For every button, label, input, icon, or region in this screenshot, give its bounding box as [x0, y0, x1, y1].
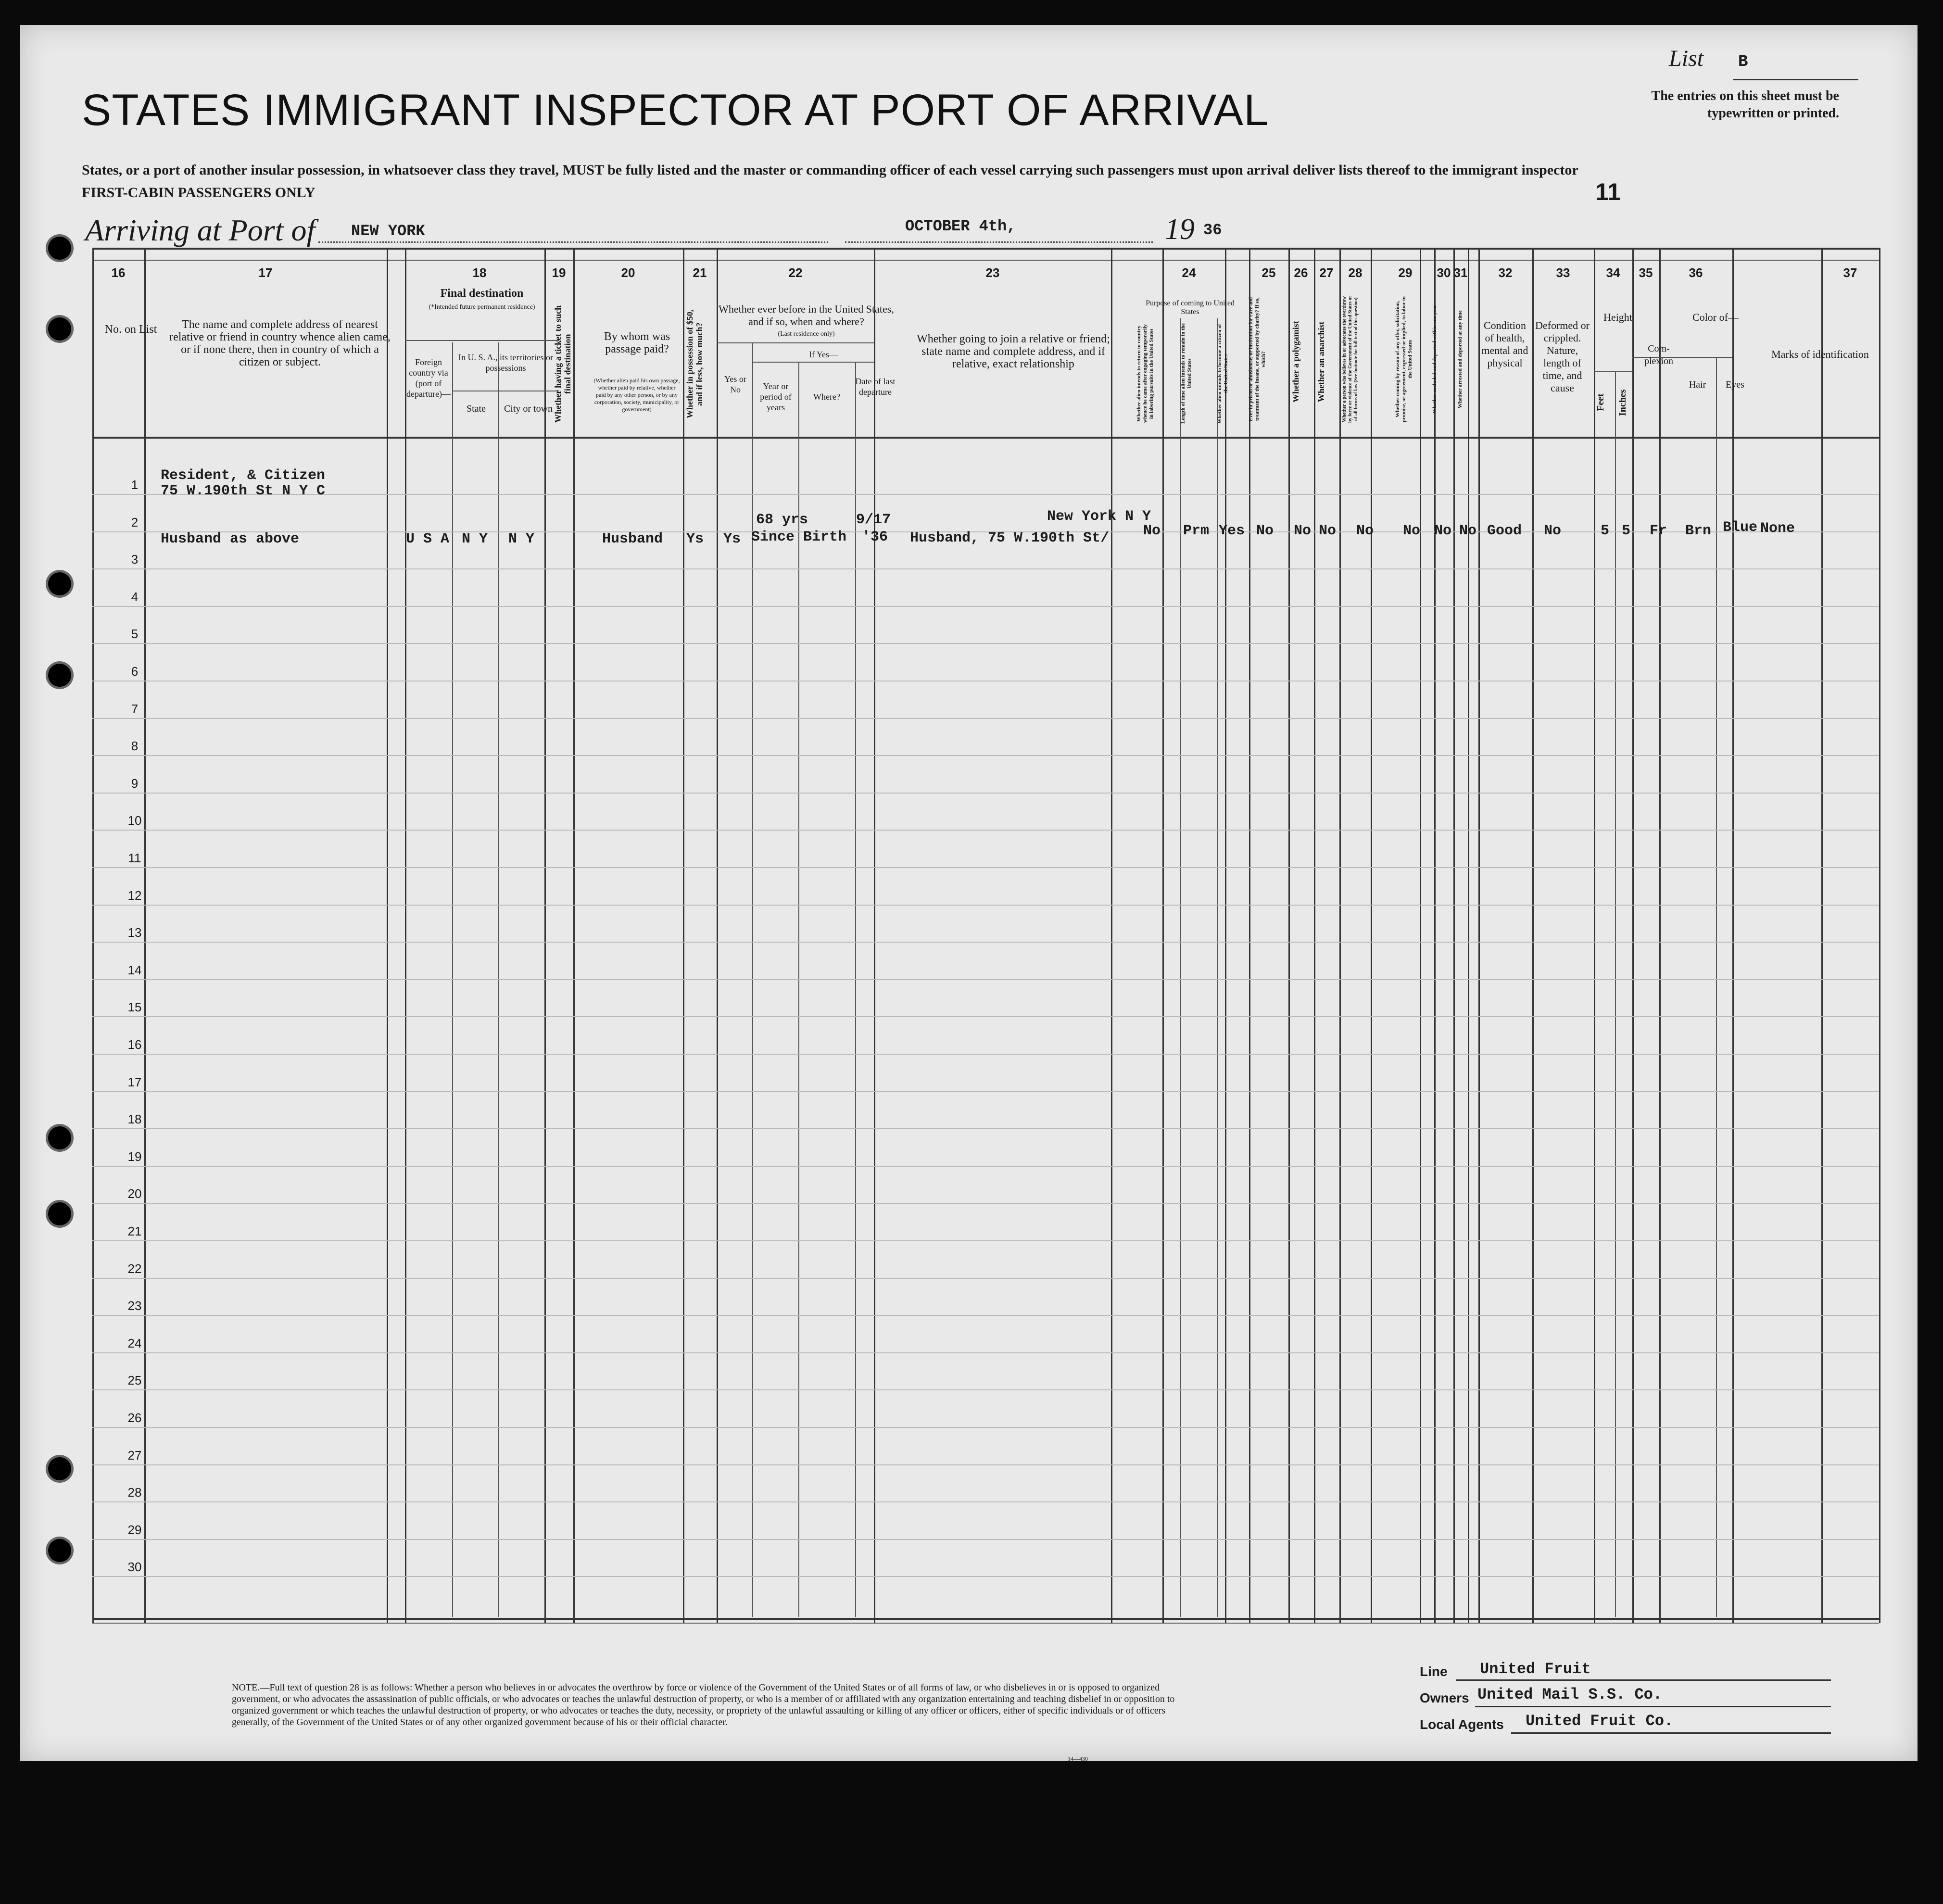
column-number: 34	[1606, 265, 1620, 280]
header-purpose-c: Whether alien intends to become a citizen of the United States	[1217, 324, 1229, 424]
row-number: 19	[127, 1149, 142, 1164]
row-number: 8	[131, 739, 139, 754]
header-sub-rule	[717, 342, 874, 343]
header-usa: In U. S. A., its territories or possessions	[458, 353, 553, 373]
list-label: List	[1669, 46, 1704, 71]
column-number: 18	[472, 265, 487, 280]
list-line	[1733, 79, 1858, 80]
binder-hole	[48, 1457, 71, 1480]
r2-purpose-b: Prm	[1183, 523, 1210, 539]
year-prefix: 19	[1165, 213, 1195, 246]
header-if-yes: If Yes—	[808, 350, 838, 359]
row-line	[92, 1203, 1879, 1204]
r2-inches: 5	[1622, 523, 1631, 539]
table-colnum-border	[92, 260, 1879, 261]
column-divider	[1434, 248, 1436, 1623]
column-divider	[1732, 248, 1734, 1623]
header-no-on-list: No. on List	[104, 323, 157, 336]
r2-years-a: 68 yrs	[756, 512, 808, 528]
column-divider	[874, 248, 875, 1623]
row-number: 18	[127, 1112, 142, 1127]
column-divider	[1314, 248, 1315, 1623]
column-divider	[387, 248, 388, 1623]
column-divider	[1249, 248, 1250, 1623]
row-line	[92, 1166, 1879, 1167]
column-number: 37	[1843, 265, 1857, 280]
row-number: 6	[131, 664, 139, 679]
column-divider	[1879, 248, 1880, 1623]
r2-relative: Husband as above	[161, 531, 300, 547]
column-divider	[717, 248, 718, 1623]
line-rule	[1456, 1679, 1831, 1681]
column-divider	[1225, 248, 1226, 1623]
row-line	[92, 979, 1879, 980]
column-divider	[1478, 248, 1480, 1623]
r2-deformed: No	[1544, 523, 1562, 539]
column-divider	[92, 248, 94, 1623]
binder-hole	[48, 664, 71, 687]
footnote: NOTE.—Full text of question 28 is as follows: Whether a person who believes in or advocates the overthrow by force or violence of the Government of the United States or of all forms of law, or who disbelieves in or is opposed to organized government, or who advocates the assassination of public officials, or who advocates or teaches the unlawful destruction of property, or who is a member of or affiliated with any organization entertaining and teaching disbelief in or opposition to organized government or which teaches the unlawful destruction of property, or who advocates or teaches the duty, necessity, or propriety of the unlawful assaulting or killing of any officer or officers, either of specific individuals or of officers generally, of the Government of the United States or of any other organized government because of his or their official character.	[232, 1682, 1175, 1727]
sub-column-divider	[1180, 318, 1181, 1617]
row-line	[92, 1016, 1879, 1017]
row-number: 9	[131, 776, 139, 791]
row-number: 17	[127, 1074, 142, 1089]
header-relative: The name and complete address of nearest relative or friend in country whence alien came, or if none there, then in country of which a citizen or subject.	[169, 318, 391, 368]
header-marks: Marks of identification	[1771, 348, 1869, 360]
row-number: 16	[127, 1037, 142, 1052]
header-height: Height	[1603, 311, 1632, 323]
header-yes-no: Yes or No	[724, 374, 746, 394]
table-bottom-border	[92, 1618, 1879, 1620]
subtitle: States, or a port of another insular possession, in whatsoever class they travel, MUST be fully listed and the master or commanding officer of each vessel carrying such passengers must upon arrival deliver lists thereof to the immigrant inspector	[82, 162, 1578, 178]
agents-label: Local Agents	[1420, 1717, 1504, 1732]
column-divider	[1111, 248, 1112, 1623]
r1-relative-b: 75 W.190th St N Y C	[161, 483, 326, 499]
arriving-label: Arriving at Port of	[85, 213, 315, 247]
r2-purpose-c: Yes	[1219, 523, 1245, 539]
column-number: 29	[1398, 265, 1413, 280]
row-line	[92, 867, 1879, 868]
r2-complexion: Fr	[1650, 523, 1667, 539]
r2-polygamist: No	[1294, 523, 1312, 539]
row-number: 3	[131, 552, 139, 567]
header-complexion: Com-plexion	[1644, 343, 1673, 366]
entries-notice: The entries on this sheet must be typewritten or printed.	[1651, 88, 1839, 121]
r2-has-50: Ys	[686, 531, 704, 547]
owners-label: Owners	[1420, 1690, 1469, 1705]
row-line	[92, 1539, 1879, 1540]
row-number: 11	[128, 851, 141, 865]
row-line	[92, 1054, 1879, 1055]
header-ticket: Whether having a ticket to such final destination	[553, 305, 572, 423]
r2-join-a: New York N Y	[1047, 508, 1151, 525]
column-divider	[573, 248, 575, 1623]
column-divider	[1659, 248, 1661, 1623]
header-foreign-country: Foreign country via (port of departure)—	[406, 357, 451, 399]
year-suffix: 36	[1203, 221, 1222, 239]
row-number: 24	[127, 1336, 142, 1350]
header-sub-rule	[405, 340, 559, 341]
header-purpose-a: Whether alien intends to return to country whence he came after engaging temporarily in laboring pursuits in the United States	[1136, 324, 1154, 423]
owners-value: United Mail S.S. Co.	[1477, 1686, 1663, 1703]
header-sub-rule	[1594, 371, 1632, 372]
column-divider	[1371, 248, 1372, 1623]
header-hair: Hair	[1689, 379, 1706, 390]
port-value: NEW YORK	[351, 222, 425, 240]
line-value: United Fruit	[1480, 1660, 1591, 1678]
sheet-number: 11	[1595, 178, 1621, 205]
column-number: 19	[552, 265, 566, 280]
binder-hole	[48, 237, 71, 260]
row-line	[92, 643, 1879, 644]
sub-column-divider	[1217, 318, 1218, 1617]
header-q29: Whether coming by reason of any offer, solicitation, promise, or agreement, expressed or implied, to labor in the United States	[1395, 296, 1413, 422]
r2-years-b: Since Birth	[751, 529, 847, 545]
column-divider	[405, 248, 406, 1623]
agents-value: United Fruit Co.	[1526, 1712, 1674, 1730]
r2-foreign: U S A	[406, 531, 450, 547]
sub-column-divider	[1615, 371, 1616, 1617]
header-ever-before: Whether ever before in the United States, and if so, when and where?	[719, 303, 894, 328]
header-purpose: Purpose of coming to United States	[1146, 299, 1235, 316]
table-header-border	[92, 437, 1879, 439]
header-fifty-dollars: Whether in possession of $50, and if less, how much?	[685, 309, 704, 419]
row-line	[92, 830, 1879, 831]
row-number: 15	[127, 1000, 142, 1015]
row-number: 22	[127, 1261, 142, 1276]
row-line	[92, 1576, 1879, 1577]
column-number: 25	[1262, 265, 1276, 280]
r2-marks: None	[1760, 520, 1795, 537]
date-line	[845, 241, 1153, 243]
row-number: 29	[127, 1522, 142, 1537]
header-q31: Whether arrested and deported at any time	[1457, 310, 1463, 408]
list-value: B	[1738, 53, 1748, 71]
header-color-of: Color of—	[1692, 311, 1739, 323]
header-q30: Whether excluded and deported within one year	[1432, 304, 1438, 414]
table-top-border	[92, 248, 1879, 250]
header-feet: Feet	[1595, 393, 1606, 412]
header-passage-note: (Whether alien paid his own passage, whether paid by relative, whether paid by any other person, or by any corporation, society, municipality, or government)	[593, 377, 680, 413]
sub-column-divider	[1716, 357, 1717, 1617]
row-number: 26	[127, 1411, 142, 1425]
row-line	[92, 1240, 1879, 1241]
row-line	[92, 1128, 1879, 1129]
header-deformed: Deformed or crippled. Nature, length of time, and cause	[1535, 319, 1590, 394]
r2-feet: 5	[1601, 523, 1610, 539]
header-prison: Ever in prison or almshouse, or institution for care and treatment of the insane, or supported by charity? If so, which?	[1248, 297, 1266, 422]
column-number: 22	[788, 265, 803, 280]
header-year-period: Year or period of years	[760, 381, 792, 412]
header-join-relative: Whether going to join a relative or friend; state name and complete address, and if relative, exact relationship	[917, 333, 1110, 370]
row-line	[92, 718, 1879, 719]
r2-eyes: Blue	[1723, 519, 1758, 536]
column-divider	[683, 248, 684, 1623]
row-number: 12	[127, 888, 142, 903]
r2-hair: Brn	[1685, 523, 1712, 539]
column-number: 26	[1294, 265, 1308, 280]
header-passage-paid: By whom was passage paid?	[604, 330, 670, 355]
row-line	[92, 1278, 1879, 1279]
column-divider	[1594, 248, 1595, 1623]
header-city: City or town	[504, 403, 553, 414]
row-number: 25	[127, 1373, 142, 1388]
row-line	[92, 568, 1879, 569]
r2-ever-before: Ys	[723, 531, 741, 547]
row-number: 10	[127, 813, 142, 828]
row-line	[92, 1091, 1879, 1092]
column-divider	[1821, 248, 1823, 1623]
row-number: 5	[131, 627, 139, 642]
r2-prison: No	[1256, 523, 1274, 539]
row-number: 23	[127, 1299, 142, 1313]
date-value: OCTOBER 4th,	[905, 217, 1016, 235]
column-number: 16	[111, 265, 126, 280]
column-divider	[1453, 248, 1455, 1623]
binder-hole	[48, 317, 71, 340]
row-number: 4	[131, 589, 139, 604]
r2-anarchist: No	[1319, 523, 1337, 539]
header-eyes: Eyes	[1726, 379, 1744, 390]
header-final-note: (*Intended future permanent residence)	[429, 303, 535, 311]
row-number: 14	[127, 962, 142, 977]
row-line	[92, 1389, 1879, 1390]
r2-health: Good	[1487, 523, 1522, 539]
header-date-departure: Date of last departure	[855, 377, 896, 397]
sub-column-divider	[855, 362, 856, 1617]
header-where: Where?	[813, 392, 840, 402]
r1-relative-a: Resident, & Citizen	[161, 467, 326, 484]
row-number: 28	[127, 1485, 142, 1500]
column-number: 21	[693, 265, 707, 280]
r2-departure-a: 9/17	[856, 512, 891, 528]
header-polygamist: Whether a polygamist	[1291, 321, 1300, 403]
column-number: 35	[1639, 265, 1653, 280]
column-divider	[1468, 248, 1469, 1623]
r2-paid-by: Husband	[602, 531, 663, 547]
header-q28: Whether a person who believes in or advocates the overthrow by force or violence of the Government of the United States or of all forms of law (See footnote for full text of this question)	[1342, 295, 1359, 423]
header-ever-before-note: (Last residence only)	[778, 330, 835, 338]
port-line	[318, 241, 828, 243]
row-line	[92, 1315, 1879, 1316]
binder-hole	[48, 1126, 71, 1149]
row-number: 13	[127, 925, 142, 940]
row-number: 27	[127, 1448, 142, 1463]
header-inches: Inches	[1617, 389, 1628, 416]
cabin-class: FIRST-CABIN PASSENGERS ONLY	[82, 185, 315, 201]
row-line	[92, 905, 1879, 906]
row-line	[92, 793, 1879, 794]
row-line	[92, 606, 1879, 607]
column-divider	[544, 248, 546, 1623]
binder-hole	[48, 572, 71, 595]
line-label: Line	[1420, 1664, 1448, 1679]
column-divider	[1162, 248, 1164, 1623]
header-state: State	[467, 403, 486, 414]
column-number: 20	[621, 265, 635, 280]
header-health: Condition of health, mental and physical	[1481, 319, 1528, 369]
column-divider	[1532, 248, 1534, 1623]
column-number: 33	[1556, 265, 1570, 280]
r2-join-b: Husband, 75 W.190th St/	[910, 530, 1110, 546]
r2-state: N Y	[462, 531, 488, 547]
column-divider	[1420, 248, 1421, 1623]
column-number: 27	[1319, 265, 1334, 280]
header-anarchist: Whether an anarchist	[1316, 321, 1326, 402]
agents-rule	[1511, 1732, 1831, 1734]
page-title: STATES IMMIGRANT INSPECTOR AT PORT OF ARRIVAL	[82, 86, 1269, 135]
column-number: 24	[1182, 265, 1196, 280]
header-purpose-b: Length of time alien intends to remain in the United States	[1180, 323, 1192, 424]
row-line	[92, 755, 1879, 756]
r2-q28: No	[1356, 523, 1374, 539]
row-number: 21	[127, 1224, 142, 1238]
column-divider	[1339, 248, 1341, 1623]
column-number: 36	[1689, 265, 1703, 280]
column-divider	[1632, 248, 1634, 1623]
column-number: 28	[1348, 265, 1363, 280]
header-sub-rule	[752, 362, 874, 363]
row-number: 1	[131, 478, 139, 492]
column-number: 30	[1437, 265, 1451, 280]
form-number: 14—430	[1068, 1755, 1088, 1762]
header-final-destination: Final destination	[440, 287, 524, 300]
r2-q29: No	[1403, 523, 1421, 539]
r2-city: N Y	[508, 531, 535, 547]
row-line	[92, 1501, 1879, 1502]
r2-departure-b: '36	[862, 529, 888, 545]
binder-hole	[48, 1539, 71, 1562]
row-number: 30	[127, 1560, 142, 1575]
row-number: 7	[131, 701, 139, 716]
table-bottom-border2	[92, 1623, 1879, 1624]
row-line	[92, 1352, 1879, 1353]
column-number: 32	[1498, 265, 1513, 280]
owners-rule	[1475, 1706, 1831, 1707]
column-number: 23	[985, 265, 1000, 280]
row-number: 2	[131, 515, 139, 530]
column-number: 17	[258, 265, 273, 280]
r2-q30: No	[1434, 523, 1452, 539]
column-number: 31	[1453, 265, 1468, 280]
column-divider	[1288, 248, 1290, 1623]
manifest-sheet	[20, 25, 1918, 1761]
row-line	[92, 494, 1879, 495]
binder-hole	[48, 1202, 71, 1225]
row-line	[92, 1427, 1879, 1428]
r2-q31: No	[1459, 523, 1477, 539]
row-line	[92, 942, 1879, 943]
r2-purpose-a: No	[1143, 523, 1161, 539]
row-line	[92, 1464, 1879, 1465]
row-number: 20	[127, 1186, 142, 1201]
sub-column-divider	[798, 362, 799, 1617]
